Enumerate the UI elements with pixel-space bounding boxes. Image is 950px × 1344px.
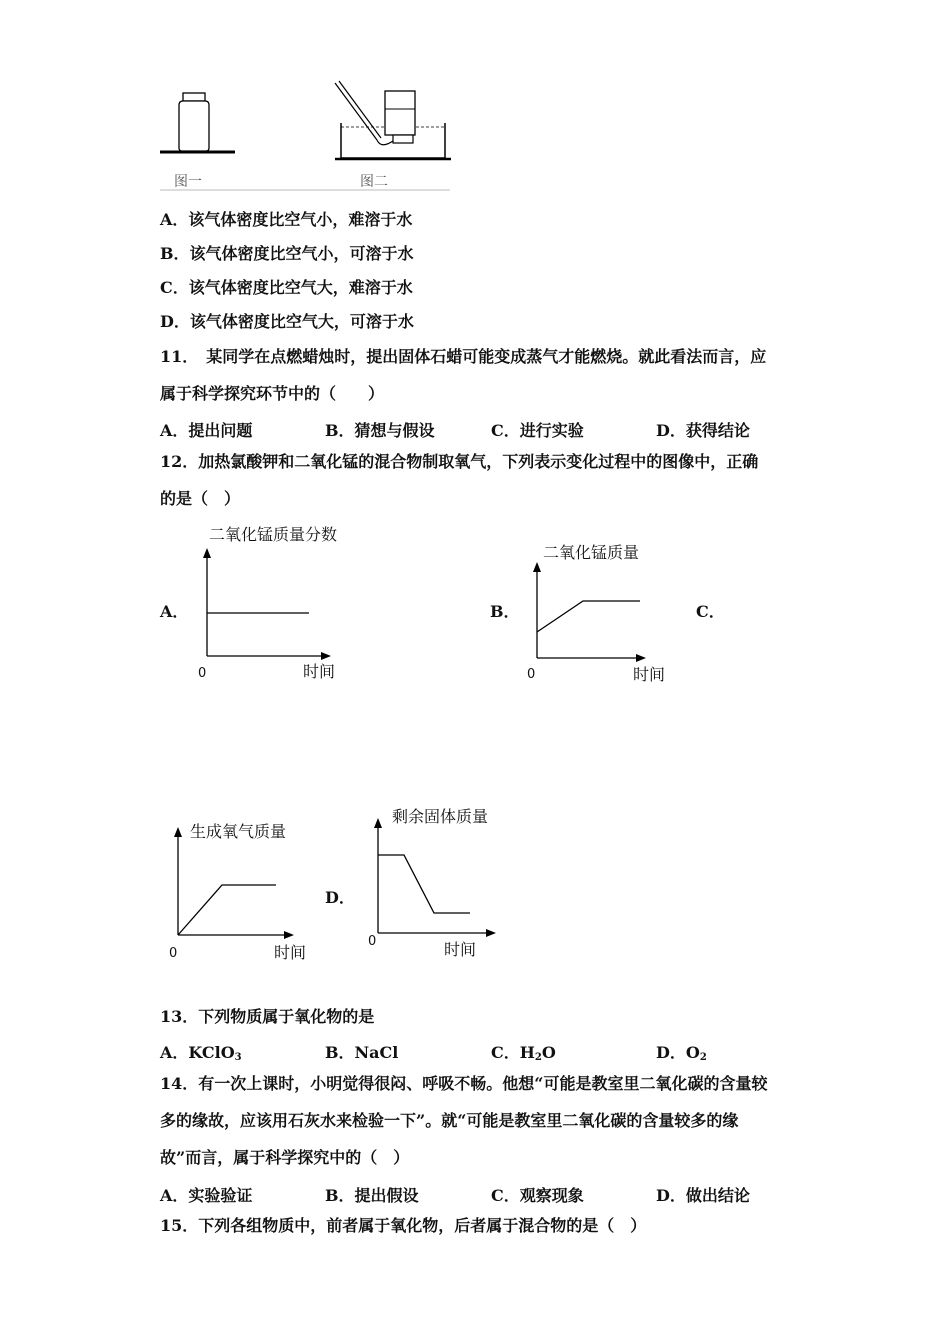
graph-a-ylabel: 二氧化锰质量分数: [209, 525, 338, 544]
figure-2-water-trough: [335, 81, 451, 159]
q10-option-c: C．该气体密度比空气大，难溶于水: [160, 278, 413, 297]
q13-option-a: A．KClO$_3$: [160, 1043, 242, 1063]
graph-d: [360, 800, 530, 960]
q14-option-a: A．实验验证: [160, 1186, 253, 1205]
q10-option-d: D．该气体密度比空气大，可溶于水: [160, 312, 414, 331]
graph-d-ylabel: 剩余固体质量: [392, 807, 489, 826]
q11-stem-line2: 属于科学探究环节中的（ ）: [160, 384, 385, 403]
q12-stem-line1: 12．加热氯酸钾和二氧化锰的混合物制取氧气，下列表示变化过程中的图像中，正确: [160, 452, 759, 471]
graph-a-origin: 0: [198, 666, 207, 681]
graph-b-line: [537, 601, 640, 632]
graph-c: [160, 815, 330, 965]
q12-stem-line2: 的是（ ）: [160, 489, 241, 508]
q14-stem-line1: 14．有一次上课时，小明觉得很闷、呼吸不畅。他想“可能是教室里二氧化碳的含量较: [160, 1074, 768, 1093]
graph-a-xlabel: 时间: [303, 662, 336, 681]
q13-option-d: D．$O_2$: [656, 1043, 707, 1063]
figure-1-caption: 图一: [174, 174, 202, 190]
q14-option-c: C．观察现象: [491, 1186, 584, 1205]
graph-c-xlabel: 时间: [274, 943, 307, 962]
q11-option-d: D．获得结论: [656, 421, 750, 440]
q13-stem: 13．下列物质属于氧化物的是: [160, 1007, 375, 1026]
q13-option-b: B．NaCl: [325, 1043, 399, 1062]
graph-d-origin: 0: [368, 934, 377, 949]
figure-2-caption: 图二: [360, 174, 388, 190]
graph-d-xlabel: 时间: [444, 940, 477, 959]
q12-label-a: A．: [160, 602, 189, 621]
q11-option-b: B．猜想与假设: [325, 421, 435, 440]
q11-option-c: C．进行实验: [491, 421, 584, 440]
graph-b-ylabel: 二氧化锰质量: [543, 543, 640, 562]
graph-b: [515, 538, 705, 698]
q12-label-d: D．: [325, 888, 355, 907]
q12-label-b: B．: [490, 602, 520, 621]
q14-option-b: B．提出假设: [325, 1186, 419, 1205]
q10-option-a: A．该气体密度比空气小，难溶于水: [160, 210, 413, 229]
q11-option-a: A．提出问题: [160, 421, 253, 440]
graph-b-xlabel: 时间: [633, 665, 666, 684]
figure-1-jar: [160, 93, 235, 152]
q14-stem-line2: 多的缘故，应该用石灰水来检验一下”。就“可能是教室里二氧化碳的含量较多的缘: [160, 1111, 739, 1130]
q12-label-c: C．: [696, 602, 725, 621]
q14-stem-line3: 故”而言，属于科学探究中的（ ）: [160, 1148, 410, 1167]
graph-a: [185, 520, 375, 690]
graph-d-line: [378, 855, 470, 913]
q11-stem-line1: 11． 某同学在点燃蜡烛时，提出固体石蜡可能变成蒸气才能燃烧。就此看法而言，应: [160, 347, 767, 366]
q15-stem: 15．下列各组物质中，前者属于氧化物，后者属于混合物的是（ ）: [160, 1216, 647, 1235]
q13-option-c: C．$H_2O$: [491, 1043, 556, 1063]
graph-c-origin: 0: [169, 946, 178, 961]
q10-option-b: B．该气体密度比空气小，可溶于水: [160, 244, 414, 263]
graph-c-ylabel: 生成氧气质量: [190, 822, 287, 841]
graph-b-origin: 0: [527, 667, 536, 682]
q14-option-d: D．做出结论: [656, 1186, 750, 1205]
graph-c-line: [178, 885, 276, 935]
